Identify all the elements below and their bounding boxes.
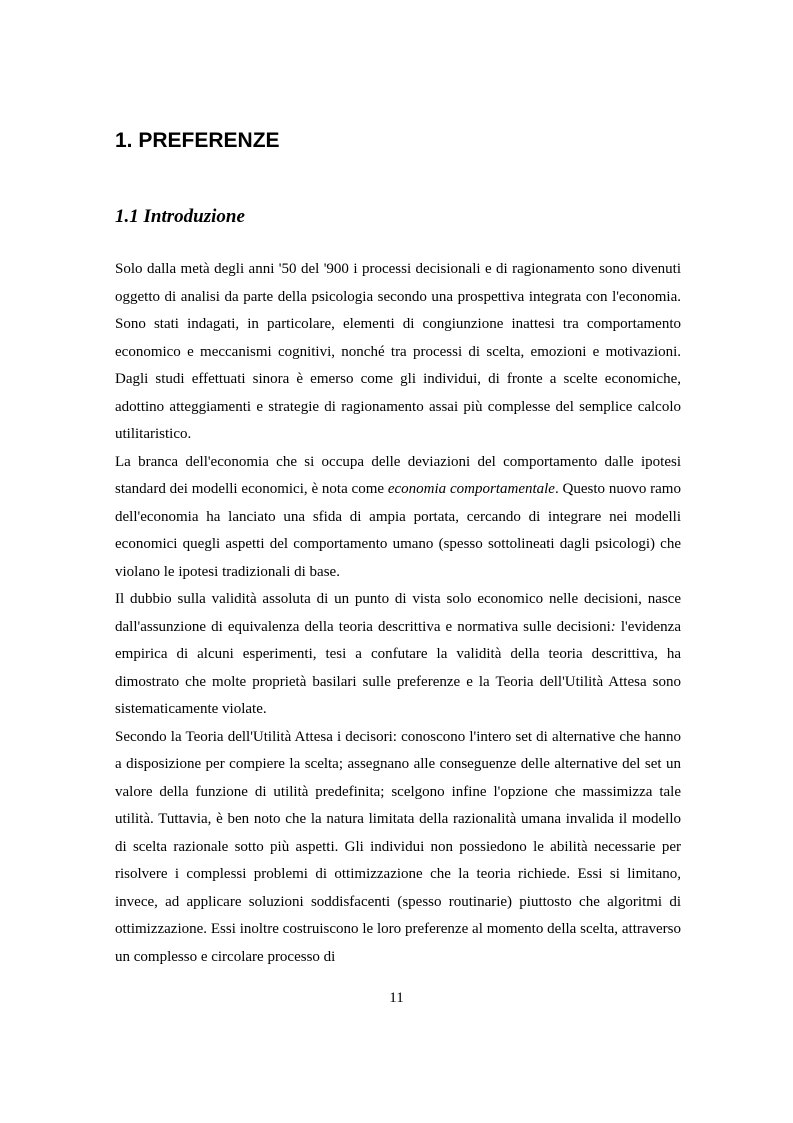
paragraph-3-text-start: Il dubbio sulla validità assoluta di un punto di vista solo economico nelle decisioni, nasce dall'assunzione di equivalenza della teoria descrittiva e normativa sulle decisioni xyxy=(115,591,681,635)
paragraph-2 xyxy=(115,449,681,587)
paragraph-1: Solo dalla metà degli anni '50 del '900 i processi decisionali e di ragionamento sono divenuti oggetto di analisi da parte della psicologia secondo una prospettiva integrata con l'economia. Sono stati indagati, in particolare, elementi di congiunzione inattesi tra comportamento economico e meccanismi cognitivi, nonché tra processi di scelta, emozioni e motivazioni. Dagli studi effettuati sinora è emerso come gli individui, di fronte a scelte economiche, adottino atteggiamenti e strategie di ragionamento assai più complesse del semplice calcolo utilitaristico. xyxy=(115,261,681,442)
paragraph-3-text-end: l'evidenza empirica di alcuni esperimenti, tesi a confutare la validità della teoria descrittiva, ha dimostrato che molte proprietà basilari sulle preferenze e la Teoria dell'Utilità Attesa sono sistematicamente violate. xyxy=(115,618,681,717)
section-title: 1.1 Introduzione xyxy=(115,206,245,227)
paragraph-2-text-end: . Questo nuovo ramo dell'economia ha lanciato una sfida di ampia portata, cercando di integrare nei modelli economici quegli aspetti del comportamento umano (spesso sottolineati dagli psicologi) che violano le ipotesi tradizionali di base. xyxy=(115,481,681,580)
body-text xyxy=(115,256,681,971)
paragraph-3-italic-colon: : xyxy=(610,618,616,635)
chapter-title: 1. PREFERENZE xyxy=(115,129,280,152)
paragraph-2-text-start: La branca dell'economia che si occupa delle deviazioni del comportamento dalle ipotesi standard dei modelli economici, è nota come xyxy=(115,453,681,497)
paragraph-3 xyxy=(115,586,681,724)
emphasis-economia-comportamentale: economia comportamentale xyxy=(387,481,555,497)
page-number: 11 xyxy=(389,990,404,1006)
paragraph-4: Secondo la Teoria dell'Utilità Attesa i decisori: conoscono l'intero set di alternative che hanno a disposizione per compiere la scelta; assegnano alle conseguenze delle alternative del set un valore della funzione di utilità predefinita; scelgono infine l'opzione che massimizza tale utilità. Tuttavia, è ben noto che la natura limitata della razionalità umana invalida il modello di scelta razionale sotto più aspetti. Gli individui non possiedono le abilità necessarie per risolvere i complessi problemi di ottimizzazione che la teoria richiede. Essi si limitano, invece, ad applicare soluzioni soddisfacenti (spesso routinarie) piuttosto che algoritmi di ottimizzazione. Essi inoltre costruiscono le loro preferenze al momento della scelta, attraverso un complesso e circolare processo di xyxy=(115,728,681,965)
